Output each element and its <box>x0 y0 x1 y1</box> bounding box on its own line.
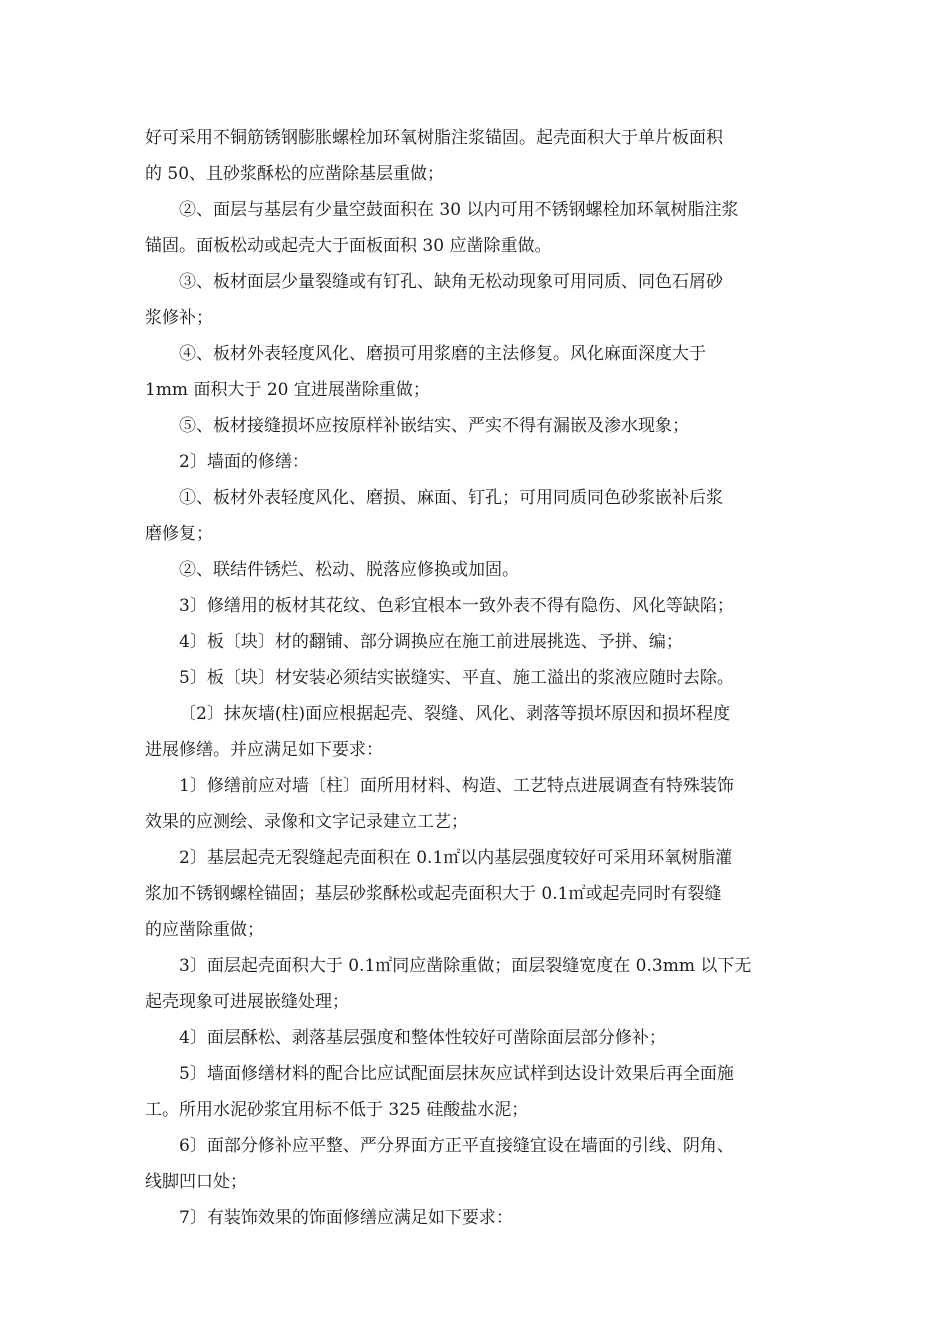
text-line: 6〕面部分修补应平整、严分界面方正平直接缝宜设在墙面的引线、阴角、 <box>179 1136 734 1156</box>
text-line: 进展修缮。并应满足如下要求： <box>145 740 383 760</box>
text-line: 浆修补； <box>145 308 213 328</box>
text-line: 7〕有装饰效果的饰面修缮应满足如下要求： <box>179 1208 513 1228</box>
text-line: 起壳现象可进展嵌缝处理； <box>145 992 349 1012</box>
text-line: ①、板材外表轻度风化、磨损、麻面、钉孔；可用同质同色砂浆嵌补后浆 <box>179 488 723 508</box>
text-line: 好可采用不铜筋锈钢膨胀螺栓加环氧树脂注浆锚固。起壳面积大于单片板面积 <box>145 128 723 148</box>
text-line: 浆加不锈钢螺栓锚固；基层砂浆酥松或起壳面积大于 0.1㎡或起壳同时有裂缝 <box>145 884 722 904</box>
document-body <box>145 120 810 1236</box>
text-line: 效果的应测绘、录像和文字记录建立工艺； <box>145 812 468 832</box>
text-line: 工。所用水泥砂浆宜用标不低于 325 硅酸盐水泥； <box>145 1100 529 1120</box>
text-line: 4〕面层酥松、剥落基层强度和整体性较好可凿除面层部分修补； <box>179 1028 666 1048</box>
text-line: 2〕墙面的修缮： <box>179 452 309 472</box>
text-line: 〔2〕抹灰墙(柱)面应根据起壳、裂缝、风化、剥落等损坏原因和损坏程度 <box>179 704 731 724</box>
text-line: 1〕修缮前应对墙〔柱〕面所用材料、构造、工艺特点进展调查有特殊装饰 <box>179 776 734 796</box>
text-line: 3〕面层起壳面积大于 0.1㎡同应凿除重做；面层裂缝宽度在 0.3mm 以下无 <box>179 956 752 976</box>
text-line: 5〕板〔块〕材安装必须结实嵌缝实、平直、施工溢出的浆液应随时去除。 <box>179 668 734 688</box>
text-line: 4〕板〔块〕材的翻铺、部分调换应在施工前进展挑选、予拼、编； <box>179 632 683 652</box>
text-line: 5〕墙面修缮材料的配合比应试配面层抹灰应试样到达设计效果后再全面施 <box>179 1064 734 1084</box>
text-line: 3〕修缮用的板材其花纹、色彩宜根本一致外表不得有隐伤、风化等缺陷； <box>179 596 734 616</box>
text-line: 的 50、且砂浆酥松的应凿除基层重做； <box>145 164 445 184</box>
text-line: ②、面层与基层有少量空鼓面积在 30 以内可用不锈钢螺栓加环氧树脂注浆 <box>179 200 739 220</box>
text-line: ④、板材外表轻度风化、磨损可用浆磨的主法修复。风化麻面深度大于 <box>179 344 706 364</box>
text-line: 1mm 面积大于 20 宜进展凿除重做； <box>145 380 430 400</box>
text-line: 的应凿除重做； <box>145 920 264 940</box>
text-line: ⑤、板材接缝损坏应按原样补嵌结实、严实不得有漏嵌及渗水现象； <box>179 416 689 436</box>
text-line: 锚固。面板松动或起壳大于面板面积 30 应凿除重做。 <box>145 236 552 256</box>
text-line: 2〕基层起壳无裂缝起壳面积在 0.1㎡以内基层强度较好可采用环氧树脂灌 <box>179 848 733 868</box>
text-line: ②、联结件锈烂、松动、脱落应修换或加固。 <box>179 560 519 580</box>
text-line: 线脚凹口处； <box>145 1172 247 1192</box>
text-line: 磨修复； <box>145 524 213 544</box>
text-line: ③、板材面层少量裂缝或有钉孔、缺角无松动现象可用同质、同色石屑砂 <box>179 272 723 292</box>
